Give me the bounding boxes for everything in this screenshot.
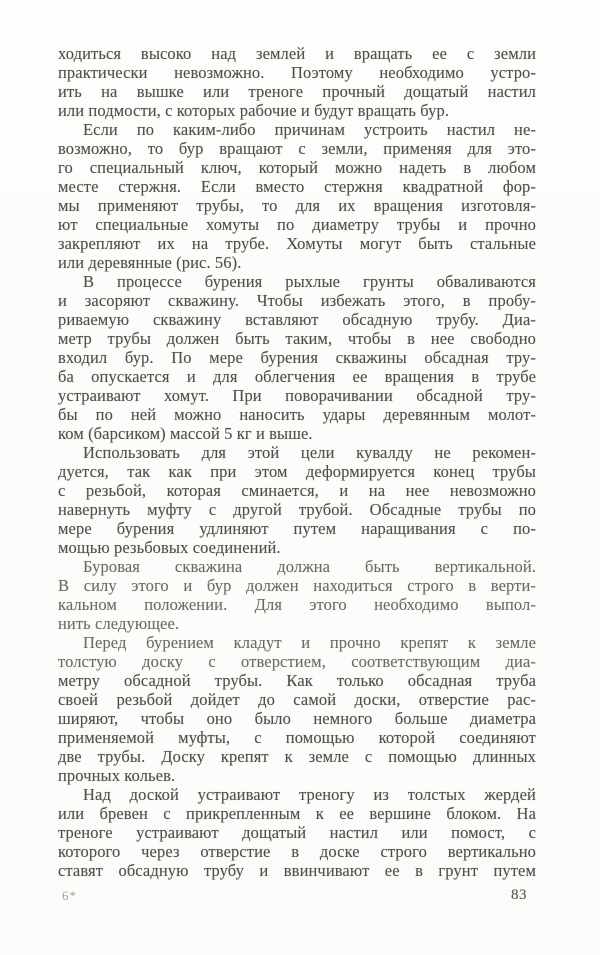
text-line: кальном положении. Для этого необходимо выпол-	[58, 595, 536, 614]
signature-mark: 6*	[62, 888, 77, 903]
text-line: ить на вышке или треноге прочный дощатый настил	[58, 82, 536, 101]
text-line: Если по каким-либо причинам устроить настил не-	[83, 120, 536, 139]
text-line: мы применяют трубы, то для их вращения изготовля-	[58, 196, 536, 215]
text-line: Использовать для этой цели кувалду не рекомен-	[83, 443, 536, 462]
text-line: дуется, так как при этом деформируется конец трубы	[58, 462, 536, 481]
page-number: 83	[511, 887, 527, 903]
text-line: ширяют, чтобы оно было немного больше диаметра	[58, 709, 536, 728]
text-line: или бревен с прикрепленным к ее вершине блоком. На	[58, 804, 536, 823]
text-line: ба опускается и для облегчения ее вращения в трубе	[58, 367, 536, 386]
text-line: метр трубы должен быть таким, чтобы в нее свободно	[58, 329, 536, 348]
text-line: нить следующее.	[58, 614, 180, 633]
paragraph	[58, 120, 536, 272]
page-text-block	[58, 44, 536, 880]
text-line: применяемой муфты, с помощью которой соединяют	[58, 728, 536, 747]
text-line: ходиться высоко над землей и вращать ее с земли	[58, 44, 536, 63]
text-line: или деревянные (рис. 56).	[58, 253, 242, 272]
text-line: ставят обсадную трубу и ввинчивают ее в грунт путем	[58, 861, 536, 880]
text-line: возможно, то бур вращают с земли, применяя для это-	[58, 139, 536, 158]
text-line: своей резьбой дойдет до самой доски, отверстие рас-	[58, 690, 536, 709]
text-line: месте стержня. Если вместо стержня квадратной фор-	[58, 177, 536, 196]
text-line: практически невозможно. Поэтому необходимо устро-	[58, 63, 536, 82]
text-line: устраивают хомут. При поворачивании обсадной тру-	[58, 386, 536, 405]
text-line: с резьбой, которая сминается, и на нее невозможно	[58, 481, 536, 500]
paragraph	[58, 44, 536, 120]
text-line: или подмости, с которых рабочие и будут вращать бур.	[58, 101, 450, 120]
text-line: го специальный ключ, который можно надеть в любом	[58, 158, 536, 177]
text-line: входил бур. По мере бурения скважины обсадная тру-	[58, 348, 536, 367]
text-line: ют специальные хомуты по диаметру трубы и прочно	[58, 215, 536, 234]
paragraph	[58, 633, 536, 785]
text-line: навернуть муфту с другой трубой. Обсадные трубы по	[58, 500, 536, 519]
text-line: риваемую скважину вставляют обсадную трубу. Диа-	[58, 310, 536, 329]
paragraph	[58, 557, 536, 633]
text-line: Буровая скважина должна быть вертикальной.	[83, 557, 536, 576]
paragraph	[58, 272, 536, 443]
text-line: две трубы. Доску крепят к земле с помощью длинных	[58, 747, 536, 766]
text-line: толстую доску с отверстием, соответствующим диа-	[58, 652, 536, 671]
text-line: и засоряют скважину. Чтобы избежать этого, в пробу-	[58, 291, 536, 310]
text-line: В процессе бурения рыхлые грунты обваливаются	[83, 272, 536, 291]
text-line: закрепляют их на трубе. Хомуты могут быть стальные	[58, 234, 536, 253]
text-line: бы по ней можно наносить удары деревянным молот-	[58, 405, 536, 424]
text-line: Над доской устраивают треногу из толстых жердей	[83, 785, 536, 804]
paragraph	[58, 785, 536, 880]
text-line: ком (барсиком) массой 5 кг и выше.	[58, 424, 313, 443]
paragraph	[58, 443, 536, 557]
text-line: метру обсадной трубы. Как только обсадная труба	[58, 671, 536, 690]
text-line: Перед бурением кладут и прочно крепят к земле	[83, 633, 536, 652]
text-line: треноге устраивают дощатый настил или помост, с	[58, 823, 536, 842]
text-line: которого через отверстие в доске строго вертикально	[58, 842, 536, 861]
text-line: В силу этого и бур должен находиться строго в верти-	[58, 576, 536, 595]
text-line: мощью резьбовых соединений.	[58, 538, 281, 557]
text-line: прочных кольев.	[58, 766, 176, 785]
text-line: мере бурения удлиняют путем наращивания с по-	[58, 519, 536, 538]
